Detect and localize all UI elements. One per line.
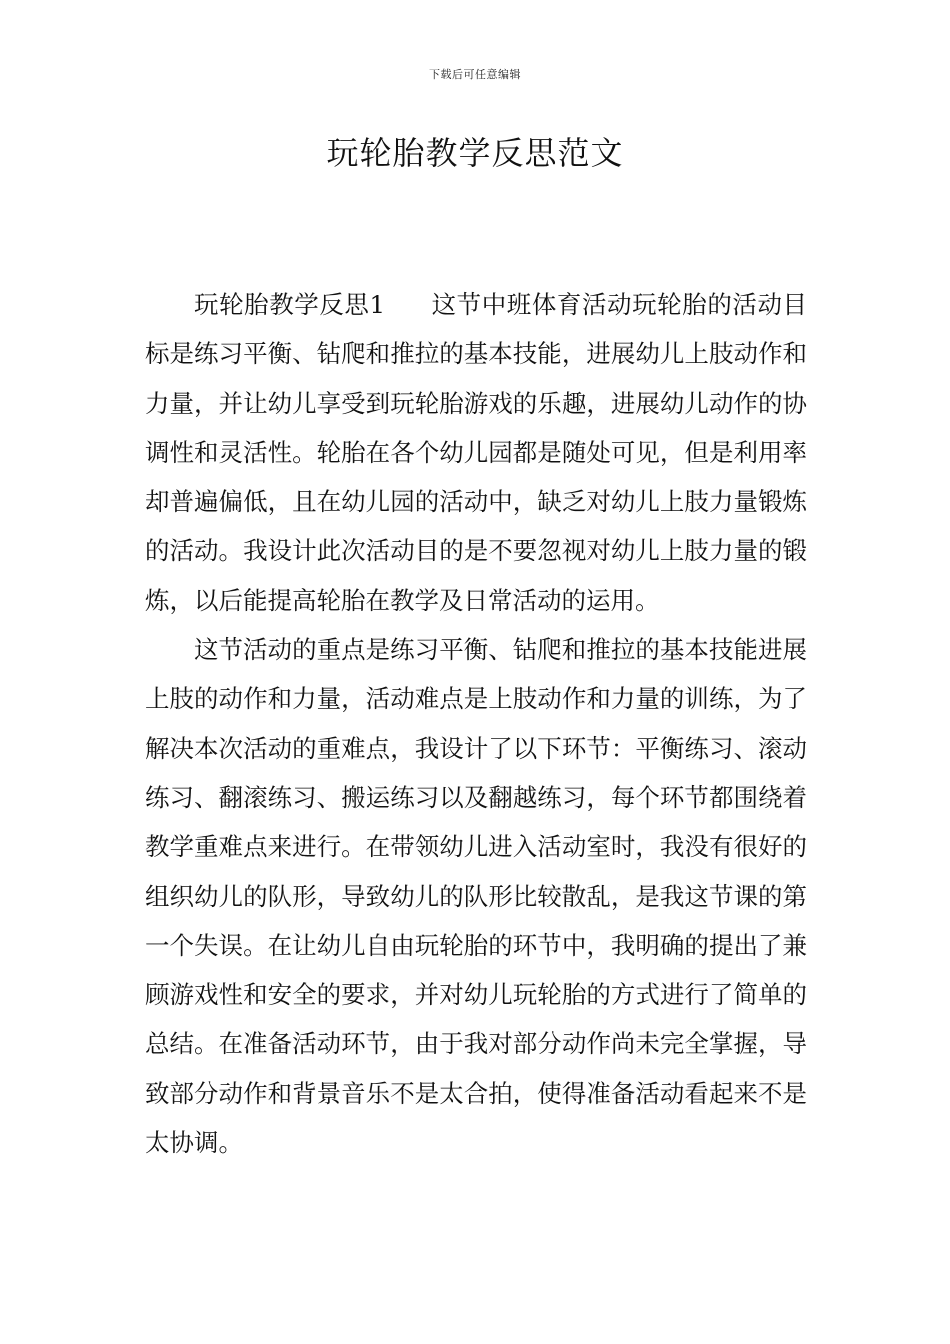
paragraph-1 xyxy=(145,280,807,625)
paragraph-2-text: 这节活动的重点是练习平衡、钻爬和推拉的基本技能进展上肢的动作和力量，活动难点是上肢动作和力量的训练，为了解决本次活动的重难点，我设计了以下环节：平衡练习、滚动练习、翻滚练习、搬运练习以及翻越练习，每个环节都围绕着教学重难点来进行。在带领幼儿进入活动室时，我没有很好的组织幼儿的队形，导致幼儿的队形比较散乱，是我这节课的第一个失误。在让幼儿自由玩轮胎的环节中，我明确的提出了兼顾游戏性和安全的要求，并对幼儿玩轮胎的方式进行了简单的总结。在准备活动环节，由于我对部分动作尚未完全掌握，导致部分动作和背景音乐不是太合拍，使得准备活动看起来不是太协调。 xyxy=(145,635,807,1158)
document-body xyxy=(145,280,807,1167)
header-note: 下载后可任意编辑 xyxy=(429,68,521,81)
paragraph-2 xyxy=(145,625,807,1167)
paragraph-1-text: 这节中班体育活动玩轮胎的活动目标是练习平衡、钻爬和推拉的基本技能，进展幼儿上肢动作和力量，并让幼儿享受到玩轮胎游戏的乐趣，进展幼儿动作的协调性和灵活性。轮胎在各个幼儿园都是随处可见，但是利用率却普遍偏低，且在幼儿园的活动中，缺乏对幼儿上肢力量锻炼的活动。我设计此次活动目的是不要忽视对幼儿上肢力量的锻炼，以后能提高轮胎在教学及日常活动的运用。 xyxy=(145,290,808,615)
page-title: 玩轮胎教学反思范文 xyxy=(326,134,624,172)
paragraph-1-lead: 玩轮胎教学反思1 xyxy=(194,290,386,319)
